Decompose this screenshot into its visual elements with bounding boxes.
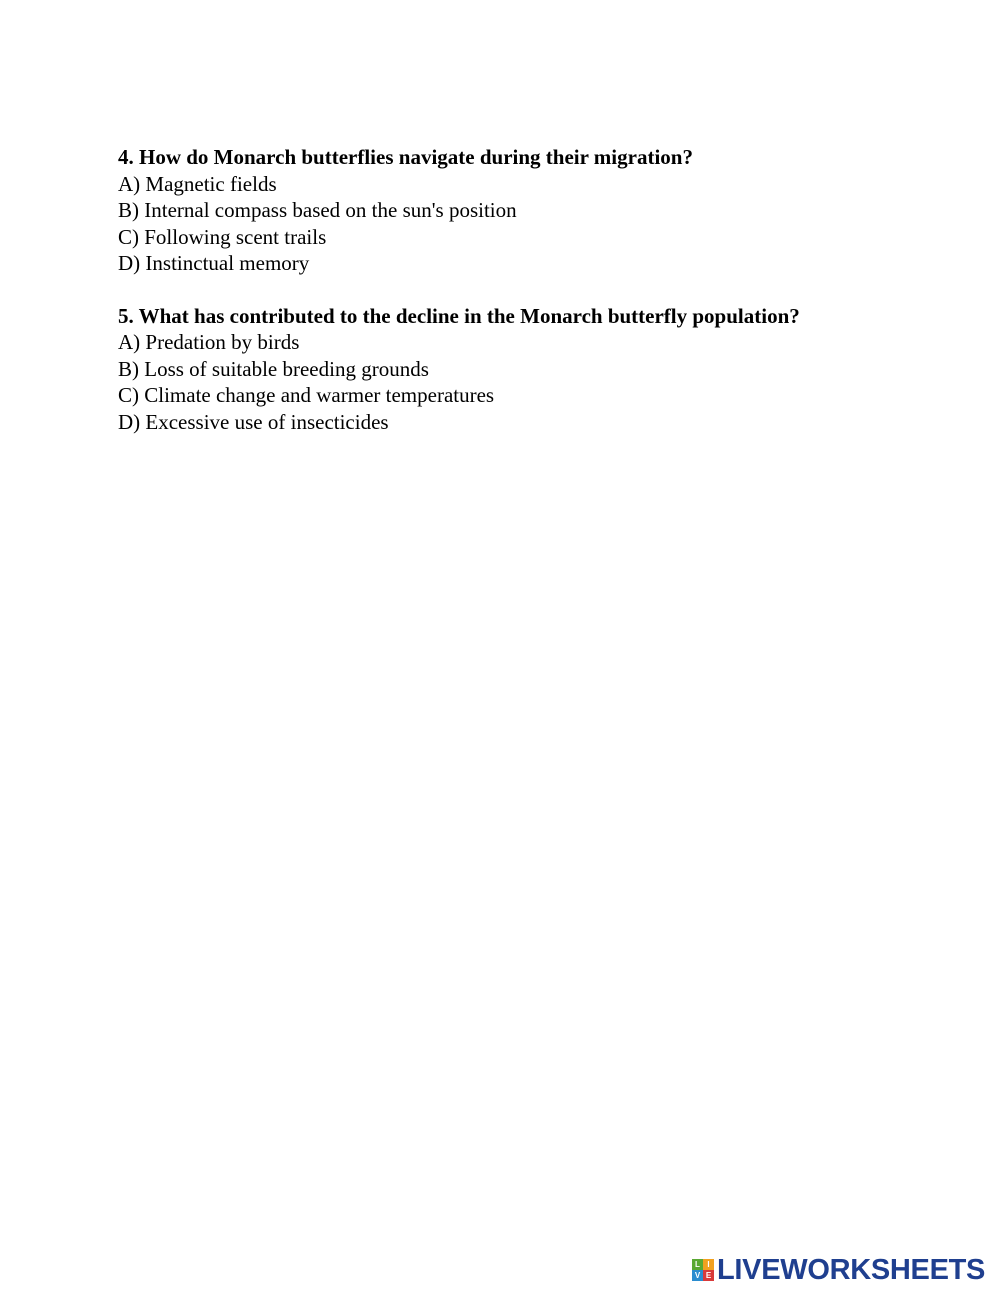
logo-tile-i: I [703, 1259, 714, 1270]
brand-wordmark: LIVEWORKSHEETS [717, 1254, 986, 1286]
question-4-option-d: D) Instinctual memory [118, 251, 310, 275]
logo-tile-v: V [692, 1270, 703, 1281]
logo-tile-e: E [703, 1270, 714, 1281]
logo-tile-l: L [692, 1259, 703, 1270]
question-4-title: 4. How do Monarch butterflies navigate during their migration? [118, 145, 693, 169]
question-5 [118, 303, 938, 436]
question-5-title: 5. What has contributed to the decline in the Monarch butterfly population? [118, 303, 800, 328]
question-5-option-d: D) Excessive use of insecticides [118, 409, 389, 434]
question-4-option-c: C) Following scent trails [118, 224, 327, 249]
question-5-option-c: C) Climate change and warmer temperatures [118, 383, 495, 407]
question-4-option-b: B) Internal compass based on the sun's position [118, 198, 517, 222]
question-5-option-a: A) Predation by birds [118, 330, 300, 354]
liveworksheets-brand [692, 1255, 985, 1285]
worksheet-page [118, 144, 938, 461]
liveworksheets-logo-icon [692, 1259, 714, 1281]
question-4 [118, 144, 938, 277]
question-5-option-b: B) Loss of suitable breeding grounds [118, 356, 429, 381]
question-4-option-a: A) Magnetic fields [118, 171, 277, 196]
